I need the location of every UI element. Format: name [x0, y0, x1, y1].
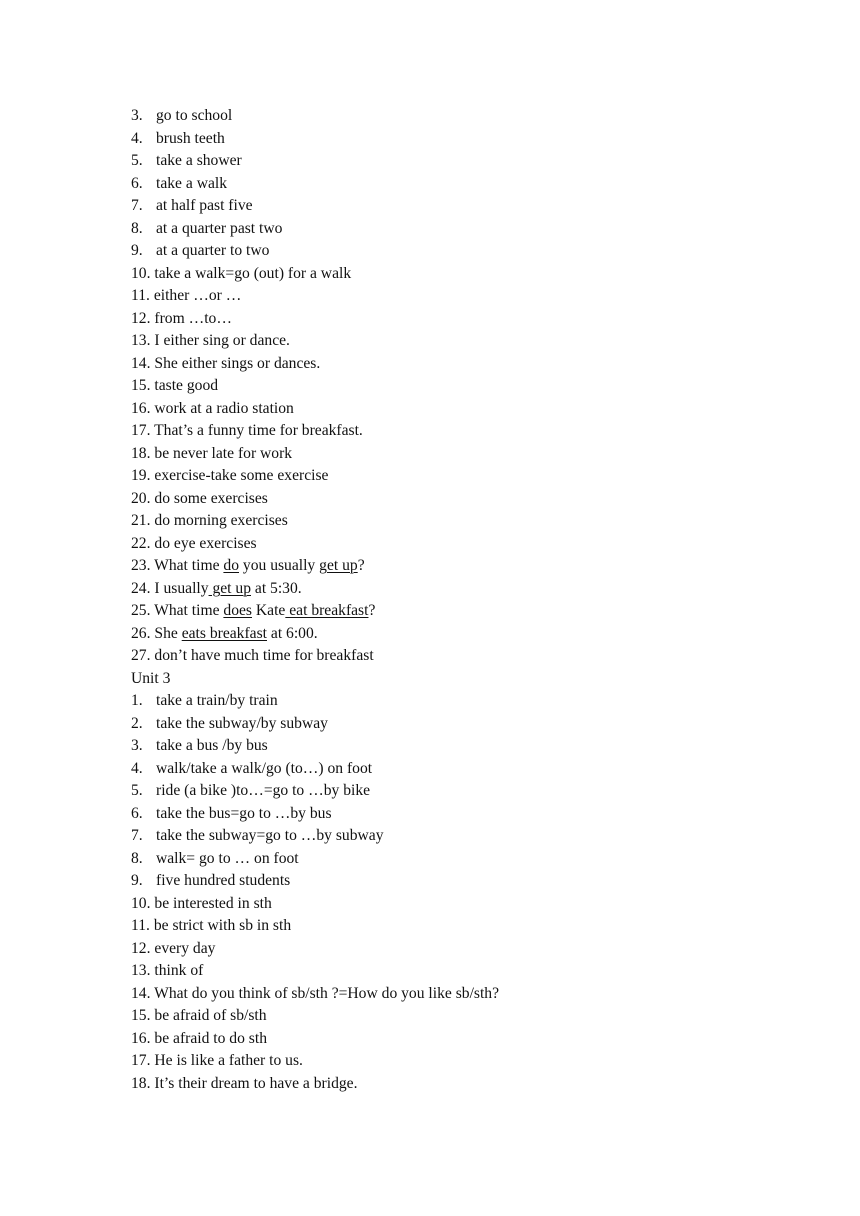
document-body: [131, 105, 731, 1095]
list-item: [131, 735, 731, 758]
item-text: at 6:00.: [267, 624, 318, 642]
item-number: 13.: [131, 962, 151, 979]
list-item: [131, 623, 731, 646]
item-number: 1.: [131, 692, 143, 709]
item-number: 22.: [131, 534, 151, 552]
item-number: 7.: [131, 827, 143, 844]
list-item: [131, 173, 731, 196]
list-item: [131, 690, 731, 713]
list-item: [131, 1073, 731, 1096]
item-number: 2.: [131, 714, 143, 732]
item-number: 20.: [131, 489, 151, 507]
list-item: [131, 308, 731, 331]
list-item: [131, 1050, 731, 1073]
underlined-text: get up: [208, 579, 251, 597]
item-number: 11.: [131, 287, 150, 304]
underlined-text: do: [223, 557, 239, 574]
item-number: 3.: [131, 737, 143, 754]
item-text: exercise-take some exercise: [154, 467, 329, 484]
item-text: every day: [154, 939, 216, 957]
list-item: [131, 398, 731, 421]
item-text: Kate: [252, 602, 286, 619]
underlined-text: eats breakfast: [181, 624, 267, 642]
item-text: It’s their dream to have a bridge.: [154, 1074, 358, 1092]
list-item: [131, 285, 731, 308]
item-text: do eye exercises: [154, 534, 257, 552]
item-text: I either sing or dance.: [154, 332, 290, 349]
item-text: take a train/by train: [156, 692, 278, 709]
item-number: 18.: [131, 444, 151, 462]
list-item: [131, 330, 731, 353]
item-number: 11.: [131, 917, 150, 934]
item-text: brush teeth: [156, 129, 225, 147]
item-text: take the subway/by subway: [156, 714, 328, 732]
item-text: take a bus /by bus: [156, 737, 268, 754]
item-text: taste good: [154, 377, 219, 394]
item-number: 17.: [131, 422, 151, 439]
list-item: [131, 600, 731, 623]
item-text: take the subway=go to …by subway: [156, 827, 384, 844]
list-item: [131, 443, 731, 466]
underlined-text: eat breakfast: [285, 602, 369, 619]
list-item: [131, 240, 731, 263]
item-text: He is like a father to us.: [154, 1052, 303, 1069]
item-text: I usually: [154, 579, 209, 597]
item-text: ride (a bike )to…=go to …by bike: [156, 782, 371, 799]
list-item: [131, 848, 731, 871]
list-item: [131, 353, 731, 376]
item-text: either …or …: [153, 287, 242, 304]
item-text: at half past five: [156, 197, 253, 214]
item-number: 17.: [131, 1052, 151, 1069]
list-item: [131, 420, 731, 443]
item-text: work at a radio station: [154, 399, 294, 417]
item-number: 4.: [131, 759, 143, 777]
item-number: 15.: [131, 1007, 151, 1024]
item-number: 9.: [131, 872, 143, 889]
list-item: [131, 218, 731, 241]
item-number: 13.: [131, 332, 151, 349]
item-number: 6.: [131, 804, 143, 822]
list-item: [131, 578, 731, 601]
item-number: 16.: [131, 1029, 151, 1047]
list-item: [131, 375, 731, 398]
item-text: five hundred students: [156, 872, 291, 889]
item-number: 8.: [131, 219, 143, 237]
item-text: be interested in sth: [154, 894, 272, 912]
item-text: at 5:30.: [251, 579, 302, 597]
list-item: [131, 825, 731, 848]
item-number: 24.: [131, 579, 151, 597]
item-number: 10.: [131, 894, 151, 912]
list-item: [131, 713, 731, 736]
list-item: [131, 983, 731, 1006]
item-number: 12.: [131, 939, 151, 957]
item-text: do morning exercises: [154, 512, 288, 529]
list-item: [131, 915, 731, 938]
item-number: 16.: [131, 399, 151, 417]
item-text: be strict with sb in sth: [153, 917, 292, 934]
item-text: think of: [154, 962, 204, 979]
list-item: [131, 465, 731, 488]
item-text: don’t have much time for breakfast: [154, 647, 374, 664]
item-number: 4.: [131, 129, 143, 147]
item-number: 25.: [131, 602, 151, 619]
item-text: That’s a funny time for breakfast.: [154, 422, 363, 439]
item-number: 19.: [131, 467, 151, 484]
list-item: [131, 780, 731, 803]
list-item: [131, 510, 731, 533]
list-item: [131, 1005, 731, 1028]
item-number: 12.: [131, 309, 151, 327]
item-text: be afraid to do sth: [154, 1029, 267, 1047]
item-number: 14.: [131, 354, 151, 372]
item-text: What time: [154, 557, 224, 574]
item-number: 27.: [131, 647, 151, 664]
list-item: [131, 128, 731, 151]
item-number: 15.: [131, 377, 151, 394]
item-text: at a quarter past two: [156, 219, 283, 237]
item-text: She either sings or dances.: [154, 354, 321, 372]
item-text: take the bus=go to …by bus: [156, 804, 332, 822]
item-number: 5.: [131, 782, 143, 799]
item-text: do some exercises: [154, 489, 268, 507]
list-item: [131, 758, 731, 781]
list-item: [131, 893, 731, 916]
list-item: [131, 263, 731, 286]
item-number: 7.: [131, 197, 143, 214]
item-text: She: [154, 624, 182, 642]
list-item: [131, 1028, 731, 1051]
item-text: you usually: [239, 557, 320, 574]
list-item: [131, 150, 731, 173]
item-text: go to school: [156, 107, 233, 124]
list-item: [131, 195, 731, 218]
list-item: [131, 870, 731, 893]
underlined-text: get up: [319, 557, 358, 574]
item-text: be afraid of sb/sth: [154, 1007, 267, 1024]
item-number: 5.: [131, 152, 143, 169]
item-number: 14.: [131, 984, 151, 1002]
section-heading: Unit 3: [131, 669, 171, 687]
item-number: 3.: [131, 107, 143, 124]
item-text: ?: [357, 557, 365, 574]
item-number: 23.: [131, 557, 151, 574]
list-item: [131, 488, 731, 511]
item-number: 26.: [131, 624, 151, 642]
item-text: What do you think of sb/sth ?=How do you like sb/sth?: [154, 984, 500, 1002]
item-text: take a walk=go (out) for a walk: [154, 264, 352, 282]
list-item: [131, 555, 731, 578]
list-item: [131, 960, 731, 983]
item-text: What time: [154, 602, 224, 619]
item-number: 18.: [131, 1074, 151, 1092]
item-number: 10.: [131, 264, 151, 282]
item-text: take a walk: [156, 174, 228, 192]
underlined-text: does: [223, 602, 252, 619]
item-text: take a shower: [156, 152, 242, 169]
item-text: walk= go to … on foot: [156, 849, 299, 867]
item-number: 6.: [131, 174, 143, 192]
item-text: ?: [368, 602, 376, 619]
list-item: [131, 645, 731, 668]
item-text: from …to…: [154, 309, 232, 327]
list-item: [131, 105, 731, 128]
item-text: be never late for work: [154, 444, 293, 462]
item-number: 9.: [131, 242, 143, 259]
list-item: [131, 533, 731, 556]
item-number: 21.: [131, 512, 151, 529]
list-item: [131, 938, 731, 961]
item-text: walk/take a walk/go (to…) on foot: [156, 759, 373, 777]
list-item: [131, 803, 731, 826]
item-number: 8.: [131, 849, 143, 867]
item-text: at a quarter to two: [156, 242, 270, 259]
